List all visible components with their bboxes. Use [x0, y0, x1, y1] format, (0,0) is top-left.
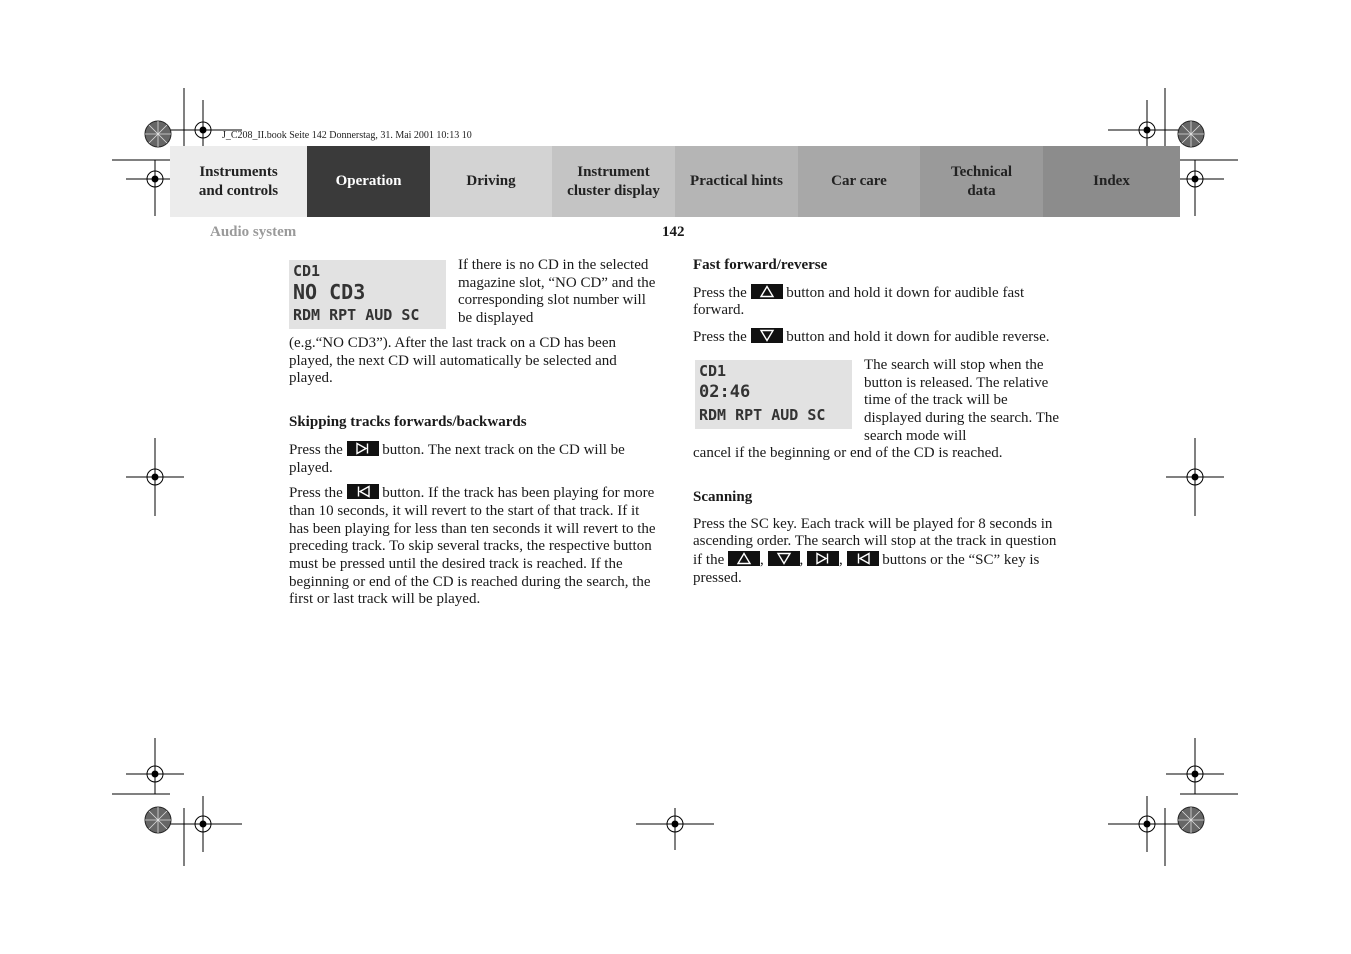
search-text-cont: cancel if the beginning or end of the CD is reached.	[693, 445, 1003, 462]
skip-backward-icon	[355, 485, 371, 498]
skip-backward-text: Press the button. If the track has been playing for more than 10 seconds, it will revert to the start of that track. If it has been playing for less than ten seconds it will revert to the preceding track. To skip several tracks, the respective button must be pressed until the desired track is reached. If the beginning or end of the CD is reached during the search, the first or last track will be played.	[289, 485, 656, 608]
search-text: The search will stop when the button is released. The relative time of the track will be displayed during the search. The search mode will	[864, 356, 1060, 444]
book-slug: J_C208_II.book Seite 142 Donnerstag, 31. Mai 2001 10:13 10	[222, 130, 472, 141]
skip-forward-icon	[815, 552, 831, 565]
fast-forward-button[interactable]	[751, 284, 783, 299]
next-track-button[interactable]	[347, 441, 379, 456]
previous-track-button[interactable]	[347, 484, 379, 499]
scan-up-button[interactable]	[728, 551, 760, 566]
tab-instrument-cluster-display[interactable]: Instrument cluster display	[552, 146, 675, 217]
heading-skipping: Skipping tracks forwards/backwards	[289, 414, 527, 431]
heading-fast-forward: Fast forward/reverse	[693, 257, 828, 273]
right-column	[693, 257, 1061, 588]
reverse-text: Press the button and hold it down for audible reverse.	[693, 329, 1050, 346]
section-tabs	[170, 146, 1180, 217]
left-column	[289, 257, 657, 609]
tab-instruments-and-controls[interactable]: Instruments and controls	[170, 146, 307, 217]
scanning-text: Press the SC key. Each track will be played for 8 seconds in ascending order. The search will stop at the track in question if the , , , buttons or the “SC” key is pressed.	[693, 515, 1057, 586]
tab-index[interactable]: Index	[1043, 146, 1180, 217]
tab-driving[interactable]: Driving	[430, 146, 552, 217]
scan-next-button[interactable]	[807, 551, 839, 566]
tab-technical-data[interactable]: Technical data	[920, 146, 1043, 217]
skip-forward-icon	[355, 442, 371, 455]
scan-down-button[interactable]	[768, 551, 800, 566]
fast-forward-text: Press the button and hold it down for audible fast forward.	[693, 284, 1025, 319]
reverse-button[interactable]	[751, 328, 783, 343]
intro-text: If there is no CD in the selected magazine slot, “NO CD” and the corresponding slot number will be displayed	[458, 257, 656, 327]
up-arrow-icon	[736, 552, 752, 565]
tab-operation[interactable]: Operation	[307, 146, 430, 217]
up-arrow-icon	[759, 285, 775, 298]
lcd-display-no-cd: CD1 NO CD3 RDM RPT AUD SC	[289, 260, 446, 329]
skip-backward-icon	[855, 552, 871, 565]
page-number: 142	[662, 224, 685, 240]
intro-text-cont: (e.g.“NO CD3”). After the last track on a CD has been played, the next CD will automatically be selected and played.	[289, 335, 617, 387]
heading-scanning: Scanning	[693, 489, 753, 506]
lcd-display-time: CD1 02:46 RDM RPT AUD SC	[695, 360, 852, 429]
section-title: Audio system	[210, 224, 297, 240]
down-arrow-icon	[759, 329, 775, 342]
down-arrow-icon	[776, 552, 792, 565]
tab-car-care[interactable]: Car care	[798, 146, 920, 217]
skip-forward-text: Press the button. The next track on the CD will be played.	[289, 441, 625, 476]
tab-practical-hints[interactable]: Practical hints	[675, 146, 798, 217]
scan-previous-button[interactable]	[847, 551, 879, 566]
